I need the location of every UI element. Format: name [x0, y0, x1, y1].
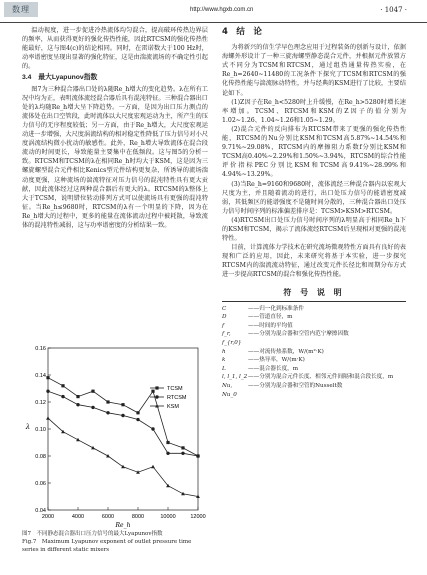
- page-number: · 1047 ·: [380, 6, 407, 14]
- symbol-row: [222, 356, 406, 365]
- lyapunov-chart: [22, 340, 208, 530]
- section-heading-3-4: 3.4 最大Lyapunov指数: [22, 74, 98, 82]
- symbol-row: [222, 348, 406, 357]
- legend-label: KSM: [167, 404, 179, 410]
- left-column: [22, 26, 208, 230]
- paragraph: 为将新兴的信生学早色理念应用于过程装备的创新与设计，依据海螺外形设计了一种三旋海螺型静态混合元件，并根据元件放置方式不同分为TCSM和RTCSM，通过组热通量传热实验，在Re_h=2640~11480的工况条件下探究了TCSM和RTCSM的强化传热性能与湍流脉动特性，并与经典的KSM进行了比较，主要结论如下。: [222, 44, 406, 97]
- paragraph: (3)当Re_h=9160和9680时，流体流经三种混合器内以宏观大尺度为主，并且随着流动的进行，出口处压力信号的能谱密度减弱，其低频区的能谱强度不是随时间分散的，三种混合器出口处压力信号时间序列的标准偏差排序是：TCSM>KSM>RTCSM。: [222, 180, 406, 215]
- y-tick-label: 0.12: [35, 400, 46, 406]
- data-point: [181, 452, 184, 455]
- data-point: [151, 390, 154, 393]
- symbol-row: [222, 330, 406, 347]
- symbol: C: [222, 305, 227, 312]
- data-point: [121, 465, 125, 469]
- symbol: l, l_1, l_2: [222, 374, 248, 381]
- y-tick-label: 0.16: [35, 346, 46, 352]
- symbol-description: ——热导率，W/(m·K): [248, 357, 305, 364]
- x-tick-label: 8000: [131, 514, 145, 520]
- data-point: [91, 446, 95, 450]
- data-point: [76, 438, 80, 442]
- data-point: [181, 446, 184, 449]
- symbol: f_r, f_{r,0}: [222, 331, 242, 346]
- symbols-list: [222, 305, 406, 400]
- caption-cn: 图7 不同静态混合器出口压力信号的最大Lyapunov指数: [22, 531, 163, 537]
- journal-url[interactable]: http://www.hgxb.com.cn: [190, 7, 254, 13]
- paragraph: 目前，计算流体力学技术在研究流场微观特性方面具有良好的表现和广泛的应用，因此，未来研究将基于本实验，进一步探究RTCSM内的湍流流动特征，通过改变元件长径比和周期分布方式进一步提高RTCSM的混合和强化传热性能。: [222, 244, 406, 279]
- series-line-ksm: [48, 418, 198, 496]
- data-point: [61, 395, 64, 398]
- symbol: k: [222, 357, 226, 364]
- data-point: [181, 492, 185, 496]
- caption-en: Fig.7 Maximum Lyapunov exponent of outlet pressure time series in different static mixers: [22, 539, 192, 553]
- figure-caption: [22, 530, 208, 554]
- paragraph: 图7为三种混合器出口处的λ随Re_h增大的变化趋势。λ在所有工况中均为正，表明流体流经混合器后具有混沌特征。三种混合器出口处的λ均随Re_h增大呈下降趋势。一方面，是因为出口压力测点的流体处在出口空管段，此时流体以大尺度宏观运动为主，所产生的压力信号的无序程度较低；另一方面，由于Re_h增大，大尺度宏观运动进一步增强，大尺度涡流结构的相对稳定性降低了压力信号对小尺度涡流结构微小扰动的敏感性。此外，Re_h增大导致流体在混合段流动的时间更长，导致能量主要集中在低频段。这与图5的分析一致。RTCSM和TCSM的λ在相同Re_h时均大于KSM，这是因为三螺旋螺型混合元件相比Kenics型元件结构更复杂，所诱导的流场湍动度更强，这种流场的湍流特征对压力信号的混沌特性具有更大贡献，因此流体经过这两种混合器后有更大的λ。RTCSM的λ整体上大于TCSM，说明错位转动排列方式可以使流场具有更强的混沌特征。当Re_h≤9680时，RTCSM的λ有一个明显的下降，因为在Re_h增大的过程中，更多的能量在流体流动过程中被耗散，导致流体的混沌特性减弱，这与功率谱密度的分析结果一致。: [22, 85, 208, 229]
- x-tick-label: 12000: [190, 514, 206, 520]
- symbol-description: ——对流传热系数，W/(m²·K): [248, 348, 324, 355]
- symbol-description: ——时间的平均值: [248, 322, 293, 329]
- x-axis-label: Re_h: [115, 522, 131, 529]
- data-point: [76, 395, 79, 398]
- symbols-title: 符 号 说 明: [283, 287, 345, 297]
- chart-svg: [22, 340, 208, 530]
- symbol-row: [222, 373, 406, 382]
- data-point: [46, 416, 50, 420]
- data-point: [166, 452, 169, 455]
- paragraph: (1)Z因子在Re_h<5280时上升缓慢，在Re_h>5280时增长速率增加。TCSM、RTCSM和KSM的Z因子的值分别为1.02~1.26、1.04~1.26和1.05~1.29。: [222, 98, 406, 124]
- y-tick-label: 0.06: [35, 481, 46, 487]
- data-point: [46, 376, 49, 379]
- symbol-row: [222, 382, 406, 399]
- journal-logo: 数理: [4, 2, 38, 17]
- data-point: [121, 414, 124, 417]
- x-tick-label: 4000: [71, 514, 85, 520]
- symbol-description: ——混合器长度，m: [248, 365, 299, 372]
- data-point: [106, 400, 109, 403]
- data-point: [91, 390, 94, 393]
- legend-label: RTCSM: [167, 395, 187, 401]
- data-point: [76, 403, 79, 406]
- y-tick-label: 0.04: [35, 508, 46, 514]
- data-point: [136, 418, 139, 421]
- symbol-description: ——分别为混合器和空管内范宁摩擦因数: [248, 331, 349, 338]
- legend-marker: [155, 395, 158, 398]
- symbol-description: ——分别为混合器和空管的Nusselt数: [248, 382, 343, 389]
- divider: [222, 301, 406, 302]
- data-point: [136, 411, 139, 414]
- y-tick-label: 0.10: [35, 427, 46, 433]
- right-column: [222, 26, 406, 399]
- paragraph: (4)RTCSM出口处压力信号时间序列的λ明显高于相同Re_h下的KSM和TCSM，揭示了流体流经RTCSM后呈现相对更强的混沌特性。: [222, 216, 406, 243]
- symbol: L: [222, 365, 226, 372]
- y-tick-label: 0.08: [35, 454, 46, 460]
- paragraph: (2)混合元件的反向排布为RTCSM带来了更强的强化传热性能，RTCSM的Nu分别比KSM和TCSM高5.87%~14.54%和9.71%~29.08%，RTCSM内的摩擦阻力系数f分别比KSM和TCSM高0.40%~2.29%和1.50%~3.94%，RTCSM的综合性能评价指标PEC分别比KSM和TCSM高9.41%~28.99%和4.94%~13.29%。: [222, 125, 406, 179]
- data-point: [151, 465, 155, 469]
- data-point: [151, 427, 154, 430]
- paragraph: 温动视度，进一步促进冷热流体均匀混合，提高破环传热边界层的频率，从而获得更好的强化传热性能，因此RTCSM的强化传热性能最好，这与图4(c)的结论相同。同时，在雷诺数大于100 Hz时，动率谱密度呈现出显著的强化特征，这是由湍流流场的不确定性引起的。: [22, 27, 208, 71]
- x-tick-label: 10000: [160, 514, 176, 520]
- data-point: [91, 406, 94, 409]
- data-point: [106, 454, 110, 458]
- symbol-row: [222, 322, 406, 331]
- symbol-description: ——归一化到标准条件: [248, 305, 304, 312]
- page-header: [0, 0, 427, 23]
- data-point: [166, 441, 169, 444]
- data-point: [46, 390, 49, 393]
- section-heading-4: 4 结 论: [222, 27, 262, 37]
- symbol: Nu, Nu_0: [222, 382, 237, 398]
- y-axis-label: λ: [25, 423, 31, 431]
- symbol-row: [222, 305, 406, 314]
- data-point: [121, 403, 124, 406]
- plot-frame: [48, 348, 198, 510]
- data-point: [61, 384, 64, 387]
- legend-marker: [155, 386, 158, 389]
- symbol: D: [222, 314, 227, 321]
- data-point: [196, 454, 199, 457]
- symbol-description: ——分别为混合元件长度、相邻元件间隔和混合段长度，m: [248, 374, 394, 381]
- symbol: h: [222, 348, 226, 355]
- x-tick-label: 2000: [41, 514, 55, 520]
- symbol: f: [222, 322, 225, 329]
- legend-label: TCSM: [167, 386, 183, 392]
- data-point: [106, 411, 109, 414]
- y-tick-label: 0.14: [35, 373, 46, 379]
- symbol-row: [222, 365, 406, 374]
- symbol-row: [222, 313, 406, 322]
- x-tick-label: 6000: [101, 514, 115, 520]
- symbol-description: ——管道直径，m: [248, 314, 293, 321]
